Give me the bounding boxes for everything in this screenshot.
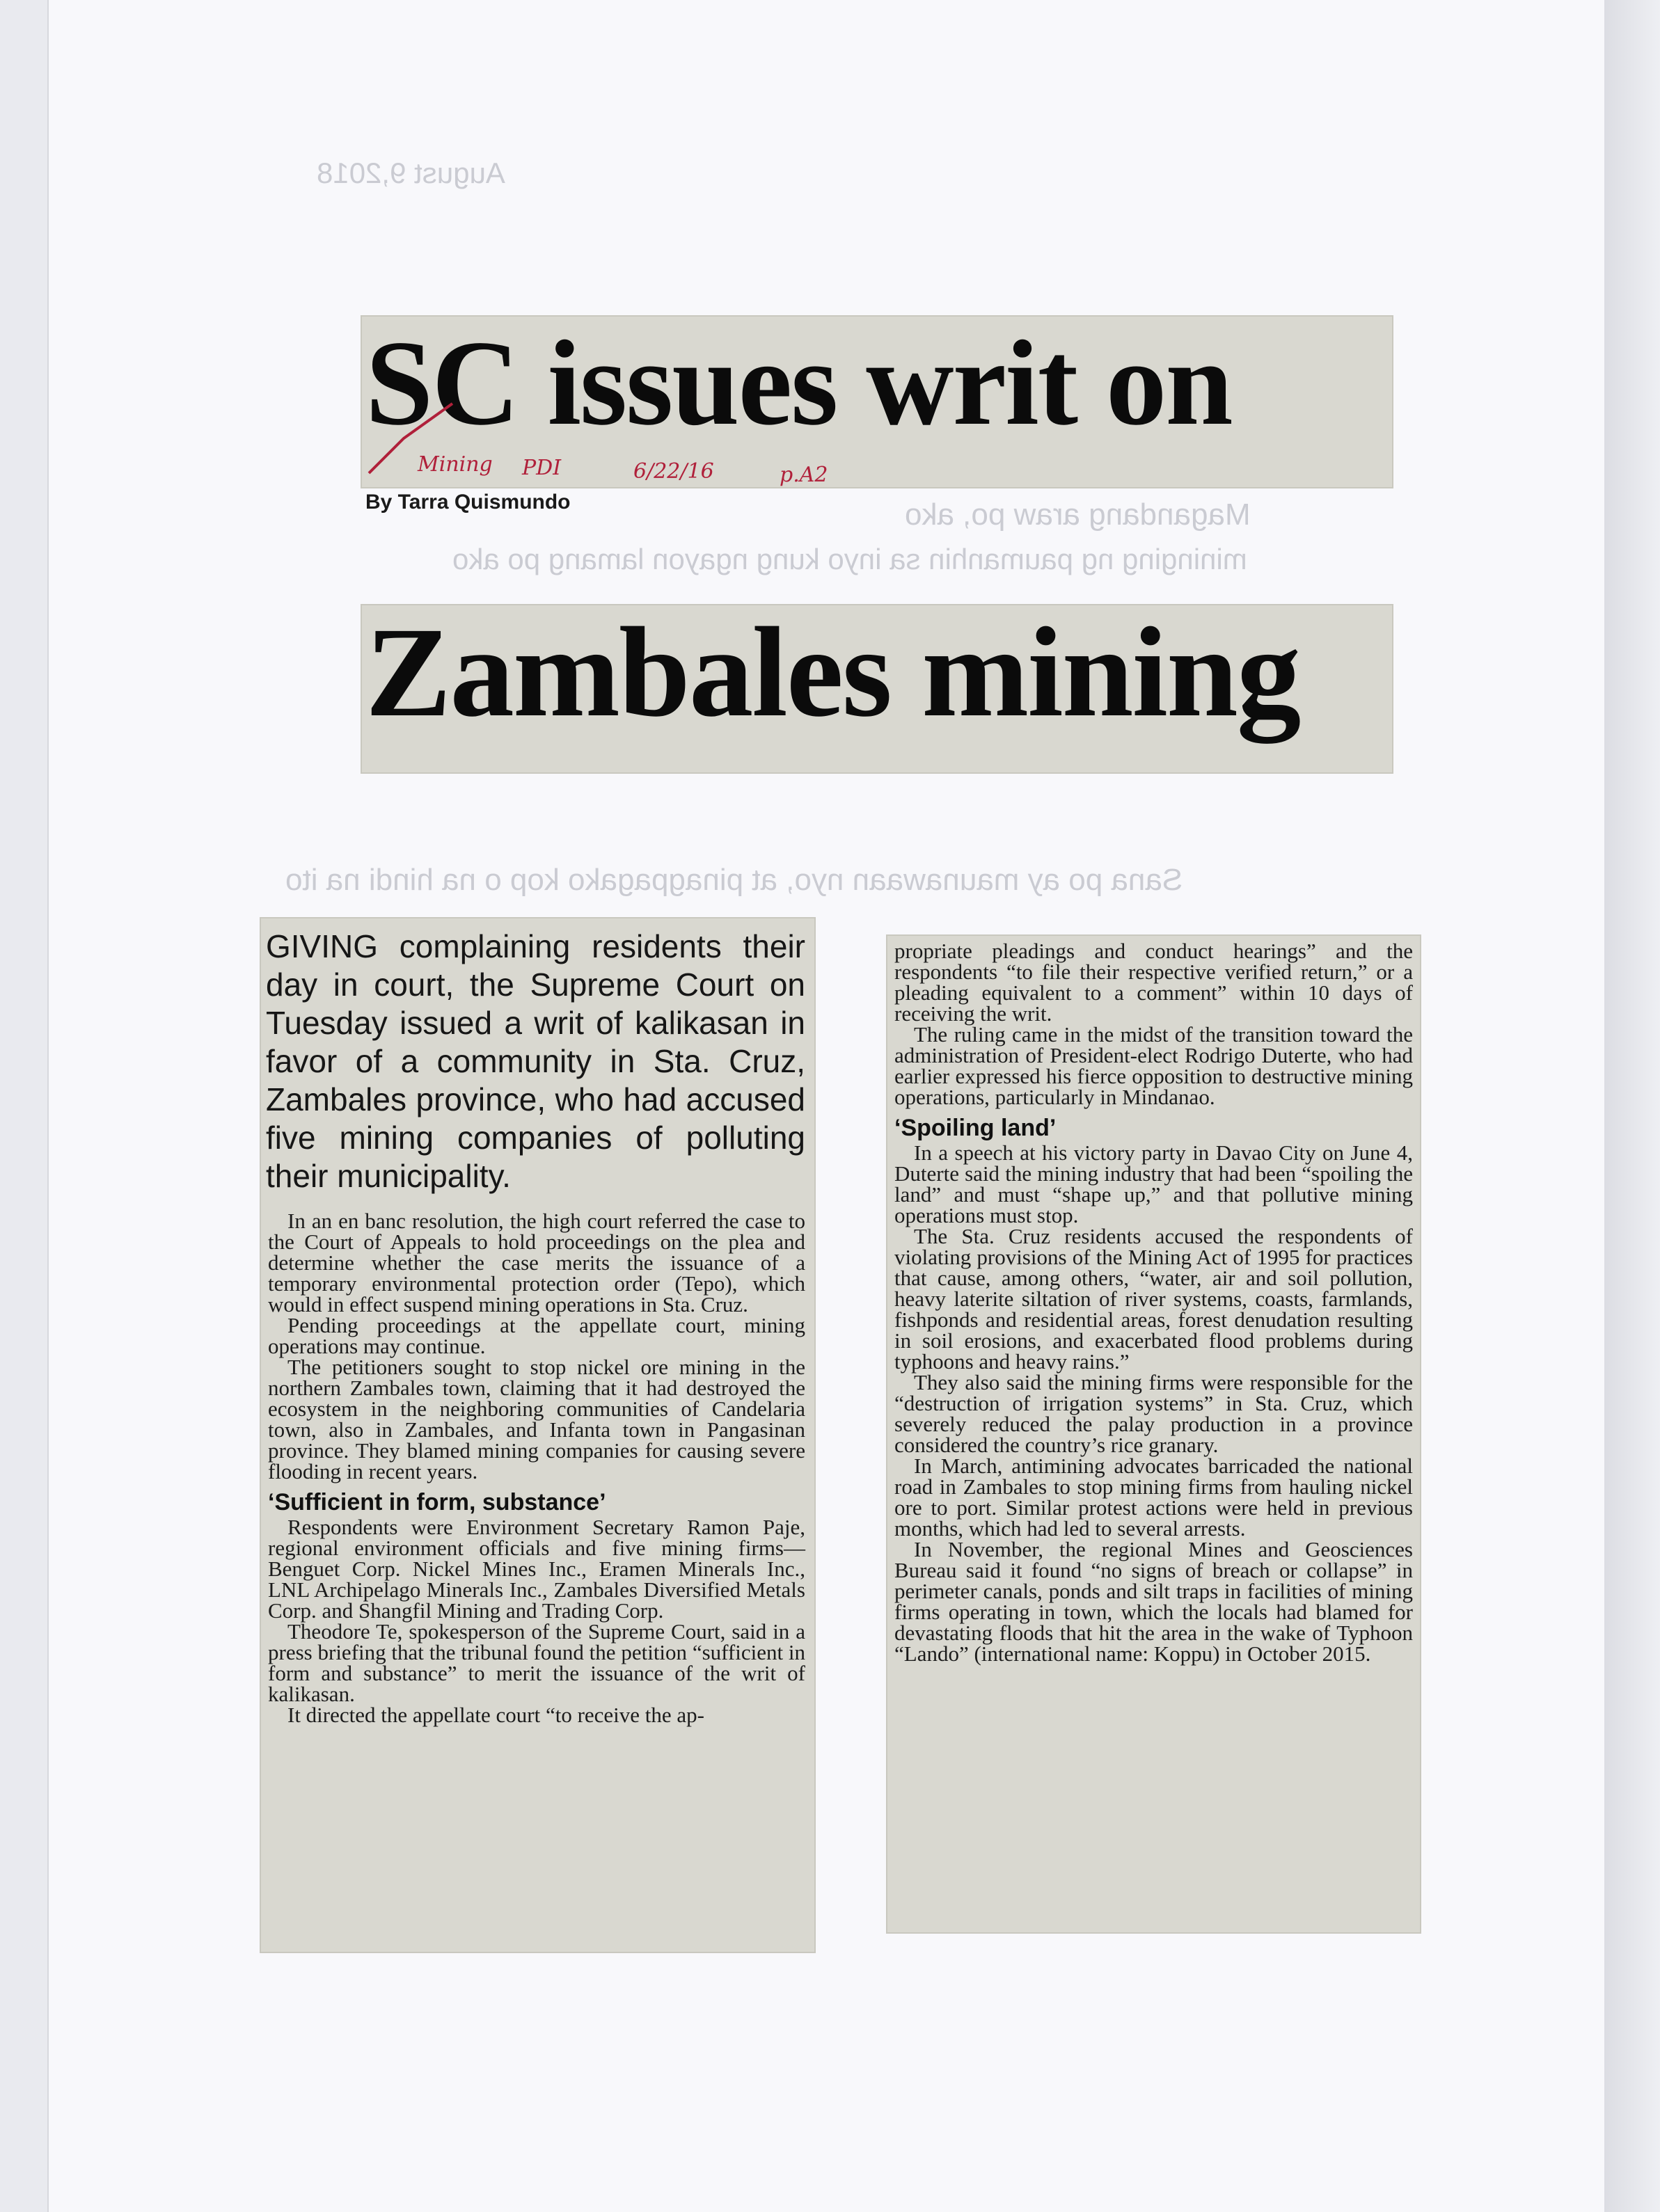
article-lede: GIVING complaining residents their day in court, the Supreme Court on Tuesday issued a writ of kalikasan in favor of a community in Sta. Cruz, Zambales province, who had accused five mining companies of polluting their municipality.: [266, 928, 805, 1194]
paragraph: It directed the appellate court “to receive the ap-: [287, 1703, 705, 1727]
article-column-1-body: [268, 1211, 805, 1726]
check-mark-icon: [362, 397, 459, 480]
paragraph: In November, the regional Mines and Geosciences Bureau said it found “no signs of breach or collapse” in perimeter canals, ponds and silt traps in facilities of mining firms operating in town, which the locals had blamed for devastating floods that hit the area in the wake of Typhoon “Lando” (international name: Koppu) in October 2015.: [894, 1537, 1413, 1666]
subhead: ‘Sufficient in form, substance’: [268, 1489, 606, 1515]
paragraph: propriate pleadings and conduct hearings” and the respondents “to file their respective verified return,” or a pleading equivalent to a comment” within 10 days of receiving the writ.: [894, 939, 1413, 1026]
subhead: ‘Spoiling land’: [894, 1115, 1057, 1141]
paragraph: Pending proceedings at the appellate court, mining operations may continue.: [268, 1313, 805, 1358]
article-column-2-body: [894, 941, 1413, 1664]
byline: By Tarra Quismundo: [365, 491, 571, 514]
handwritten-date: 6/22/16: [633, 459, 714, 484]
paragraph: In March, antimining advocates barricaded the national road in Zambales to stop mining firms from hauling nickel ore to port. Similar protest actions were held in previous months, which had led to several arrests.: [894, 1454, 1413, 1541]
paragraph: The Sta. Cruz residents accused the respondents of violating provisions of the Mining Act of 1995 for practices that cause, among others, “water, air and soil pollution, heavy laterite siltation of river systems, coasts, farmlands, fishponds and residential areas, forest denudation resulting in soil erosions, and exacerbated flood problems during typhoons and heavy rains.”: [894, 1224, 1413, 1374]
paragraph: In a speech at his victory party in Davao City on June 4, Duterte said the mining industry that had been “spoiling the land” and must “shape up,” and that pollutive mining operations must stop.: [894, 1140, 1413, 1227]
handwritten-page: p.A2: [780, 463, 828, 487]
bleed-through-date: August 9,2018: [317, 157, 505, 189]
paragraph: The ruling came in the midst of the transition toward the administration of President-elect Rodrigo Duterte, who had earlier expressed his fierce opposition to destructive mining operations, particularly in Mindanao.: [894, 1022, 1413, 1109]
paragraph: Respondents were Environment Secretary Ramon Paje, regional environment officials and five mining firms—Benguet Corp. Nickel Mines Inc., Eramen Minerals Inc., LNL Archipelago Minerals Inc., Zambales Diversified Metals Corp. and Shangfil Mining and Trading Corp.: [268, 1515, 805, 1623]
paragraph: The petitioners sought to stop nickel ore mining in the northern Zambales town, claiming that it had destroyed the ecosystem in the neighboring communities of Candelaria town, also in Zambales, and Infanta town in Pangasinan province. They blamed mining companies for causing severe flooding in recent years.: [268, 1355, 805, 1483]
table-surface: [1604, 0, 1660, 2212]
paragraph: Theodore Te, spokesperson of the Supreme Court, said in a press briefing that the tribunal found the petition “sufficient in form and substance” to merit the issuance of the writ of kalikasan.: [268, 1619, 805, 1706]
paragraph: In an en banc resolution, the high court referred the case to the Court of Appeals to hold proceedings on the plea and determine whether the case merits the issuance of a temporary environmental protection order (Tepo), which would in effect suspend mining operations in Sta. Cruz.: [268, 1209, 805, 1316]
bleed-through-line: Magandang araw po, ako: [905, 498, 1251, 532]
bleed-through-line: mininging ng paumanhin sa inyo kung ngayon lamang po ako: [452, 543, 1247, 575]
headline-line-1: SC issues writ on: [365, 315, 1232, 450]
bleed-through-line: Sana po ay maunawaan nyo, at pinagpagako kop o na hindi na ito: [285, 863, 1183, 897]
handwritten-source: PDI: [522, 456, 562, 480]
headline-line-2: Zambales mining: [365, 601, 1300, 744]
handwritten-topic: Mining: [418, 452, 493, 477]
paragraph: They also said the mining firms were responsible for the “destruction of irrigation systems” in Sta. Cruz, which severely reduced the palay production in a province considered the country’s rice granary.: [894, 1370, 1413, 1457]
